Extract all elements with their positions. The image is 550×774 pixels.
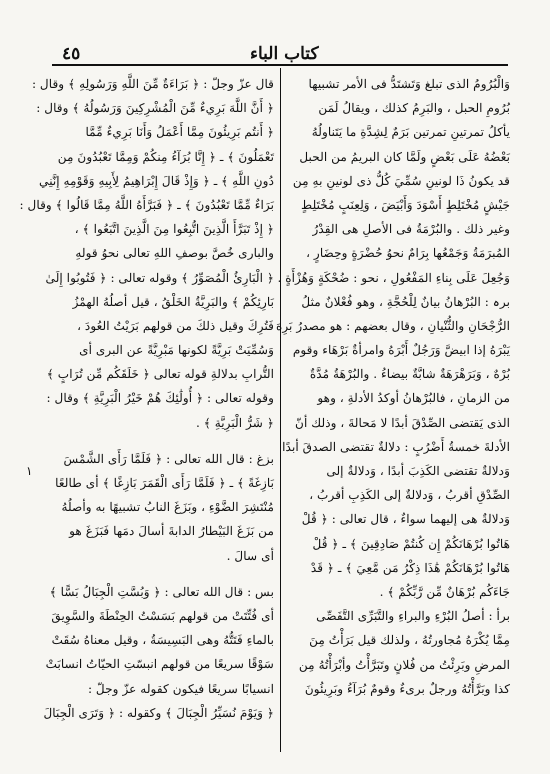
text-line: وَدلالةٌ تقتضى الكَذِبَ أبدًا ، وَدلالةٌ إلى [326,464,510,478]
text-line: وَجُعِلَ عَلَى بِناءِ المَفْعُولِ ، نحو : ضُحْكَةٍ وَهُزْأَةٍ . [277,270,510,285]
text-line: دُونِ اللَّهِ ﴾ ـ ﴿ وَإِذْ قَالَ إِبْرَاهِيمُ لِأَبِيهِ وَقَوْمِهِ إِنَّنِي [39,173,274,188]
page-title: كتاب الباء [250,44,319,64]
text-line: قال عزّ وجلّ : ﴿ بَرَاءَةٌ مِّنَ اللَّهِ وَرَسُولِهِ ﴾ وقال : [31,77,274,91]
text-line: هَاتُوا بُرْهَانَكُمْ هَٰذَا ذِكْرُ مَن مَّعِيَ ﴾ ـ ﴿ قَدْ [310,560,510,575]
text-line: بالماءِ فَتَتُّهُ وهى البَسِيسَةُ ، وقيل معناهُ سُقَتْ [51,633,274,648]
paragraph-gap [52,568,274,580]
text-line: كذا وبَرَّأْتُهُ ورجلٌ برىءٌ وقومٌ بُرَآءُ وبَرِيئُونَ [304,681,510,696]
text-line: الأدلةَ خمسةُ أَضْرُبٍ : دلالةٌ تقتضى الصدقَ أبدًا [282,439,510,454]
text-line: سَوْقًا سريعًا من قولهم انبسّتِ الحيّاتُ انسابَتْ [45,657,274,672]
text-line: التُّرابِ بدلالةِ قوله تعالى ﴿ خَلَقَكُم مِّن تُرَابٍ ﴾ [46,367,274,382]
column-divider [280,68,281,752]
text-line: ﴿ أَنتُم بَرِيئُونَ مِمَّا أَعْمَلُ وَأَنَا بَرِيءٌ مِّمَّا [85,125,274,140]
text-line: ﴿ أَنَّ اللَّهَ بَرِيءٌ مِّنَ الْمُشْرِكِينَ وَرَسُولُهُ ﴾ وقال : [36,101,274,116]
text-line: مِمَّا يُكْرَهُ مُجاورتُهُ ، ولذلك قيل بَرَأْتُ مِنَ [309,633,510,648]
text-line: ﴿ وَيَوْمَ نُسَيِّرُ الْجِبَالَ ﴾ وكقوله : ﴿ وَتَرَى الْجِبَالَ [43,705,274,720]
text-line: من بَزَغَ البَيْطارُ الدابةَ أسالَ دمَها فَبَزَغَ هو [69,524,274,539]
text-line: بس : قال الله تعالى : ﴿ وَبُسَّتِ الْجِبَالُ بَسًّا ﴾ [49,584,274,599]
text-line: برہ : البُرْهانُ بيانٌ لِلْحُجَّةِ ، وهو فُعْلانٌ مثلُ [301,294,510,309]
text-line: الذى يَقتضى الصِّدْقَ أبدًا لا مَحالةَ ، وذلك أنّ [295,415,510,430]
text-line: وَسُمِّيَتْ بَرِيَّةً لكونها مَبْرِيَّةً عن البرى أى [79,343,274,358]
text-line: برأ : أصلُ البُرْءِ والبراءِ والتَّبَرِّى التَّفَصِّى [316,609,510,624]
text-line: وَدلالةٌ هى إليهما سواءٌ ، قال تعالى : ﴿ قُلْ [301,512,510,527]
text-line: بَعْضُهُ عَلَى بَعْضٍ ولَمَّا كان البريمُ من الحبل [299,149,510,164]
text-line: ﴿ الْبَارِئُ الْمُصَوِّرُ ﴾ وقوله تعالى : ﴿ فَتُوبُوا إِلَىٰ [45,270,274,285]
text-line: مُنْتَشِرَ الضَّوْءِ ، وبَزَغَ النابُ تشبيهًا به وأصلُهُ [61,500,274,515]
text-line: تَعْمَلُونَ ﴾ ـ ﴿ إِنَّا بُرَآءُ مِنكُمْ وَمِمَّا تَعْبُدُونَ مِن [57,149,274,164]
text-line: والبارى خُصَّ بوصفِ اللهِ تعالى نحوُ قولهِ [75,246,274,261]
text-line: من الزمانِ ، فالبُرْهانُ أوكدُ الأدلةِ ، وهو [317,391,510,406]
text-line: بُرُومِ الحبل ، والبَرِمُ كذلك ، ويقالُ لَمَن [318,101,510,116]
page-number: ٤٥ [62,44,81,64]
text-line: أى سالَ . [226,548,274,563]
header-rule [52,64,508,66]
text-line: جَيْشٍ مُخْتَلِطٍ أَسْوَدَ وَأَبْيَضَ ، وَلِعِنَبٍ مُخْتَلِطٍ [301,197,510,212]
text-line: ﴿ إِذْ تَبَرَّأَ الَّذِينَ اتُّبِعُوا مِنَ الَّذِينَ اتَّبَعُوا ﴾ ، [74,222,274,237]
left-column [19,72,274,750]
text-line: المُبرَمَةُ وَجَمْعُها بِرَامٌ نحوُ حُضْرَةٍ وحِضَارٍ ، [306,246,510,261]
text-line: الصِّدْقِ أقربُ ، وَدلالةٌ إلى الكَذِبِ أقربُ ، [309,488,510,503]
text-line: قد يكونُ ذَا لونينِ سُمِّيَ كُلُّ ذى لونينِ بهِ مِن [292,173,510,188]
text-line: ﴿ شَرُّ الْبَرِيَّةِ ﴾ . [195,415,274,430]
text-line: هَاتُوا بُرْهَانَكُمْ إِن كُنتُمْ صَادِقِينَ ﴾ ـ ﴿ قُلْ [312,536,510,551]
text-line: بُرْهٌ ، وَبَرَهْرَهَةٌ شابَّةٌ بيضاءُ . والبُرْهَةُ مُدَّةٌ [309,367,510,382]
margin-number: ١ [26,464,33,478]
text-line: بَارِئِكُمْ ﴾ والبَرِيَّةُ الخَلْقُ ، قيل أصلُهُ الهمْزُ [72,294,274,309]
text-line: بَازِغَةً ﴾ ـ ﴿ فَلَمَّا رَأَى الْقَمَرَ بَازِغًا ﴾ أى طالعًا [55,476,274,490]
right-column [275,72,510,750]
text-line: وَالْبُرُومُ الذى تبلغ وَتَشتَدُّ فى الأمر تشبيها [308,77,510,91]
text-line: أى فُتِّتَتْ من قولهم بَسَسْتُ الحِنْطَةَ والسَّوِيقَ [51,608,274,623]
text-line: المرضِ وبَرِئْتُ من فُلانٍ وتَبَرَّأْتُ وأبْرَأْتُهُ مِن [298,657,510,672]
text-line: يَبْرَهُ إذا ابيضَّ وَرَجُلٌ أَبْرَهُ وامرأةٌ بَرْهَاء وقوم [292,343,510,358]
text-line: وغير ذلك . والبُرْمَةُ فى الأصلِ هى القِدْرُ [312,222,510,237]
text-line: وقوله تعالى : ﴿ أُولَٰئِكَ هُمْ خَيْرُ الْبَرِيَّةِ ﴾ وقال : [46,391,274,406]
paragraph-gap [52,435,274,447]
text-line: بَرَاءٌ مِّمَّا تَعْبُدُونَ ﴾ ـ ﴿ فَبَرَّأَهُ اللَّهُ مِمَّا قَالُوا ﴾ وقال : [19,197,274,212]
text-line: فَتُرِكَ وقيل ذلكَ من قولهم بَرَيْتُ العُودَ ، [77,318,274,333]
text-line: بزغ : قال الله تعالى : ﴿ فَلَمَّا رَأَى الشَّمْسَ [63,451,274,466]
text-line: الرُّجْحَانِ والثُّنْيانِ ، وقال بعضهم : هو مصدرُ بَرِهَ [275,318,510,333]
text-line: انسيابًا سريعًا فيكون كقوله عزّ وجلّ : [87,681,274,696]
text-line: جَاءَكُم بُرْهَانٌ مِّن رَّبِّكُمْ ﴾ . [379,584,510,599]
text-line: يأكلُ تمرتينِ تمرتين بَرَمٌ لِشِدَّةِ ما يَتَناولُهُ [311,125,510,140]
